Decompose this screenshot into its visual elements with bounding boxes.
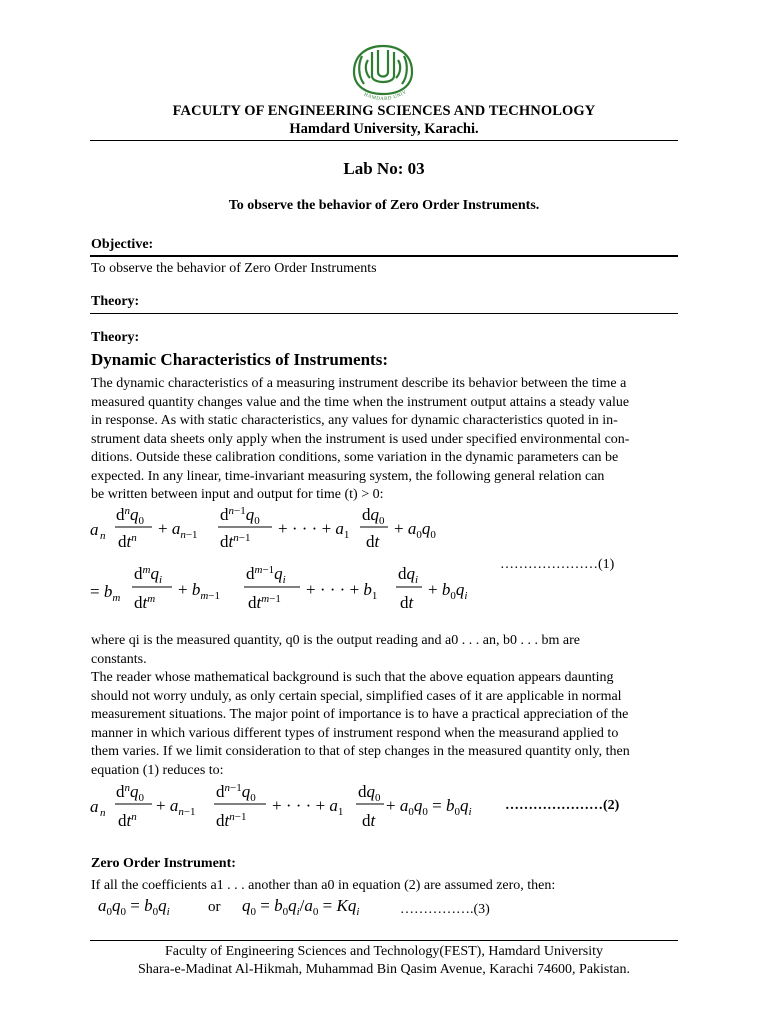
svg-text:dn−1q0: $d^n-1q_0$ — [220, 505, 260, 527]
logo-text: HAMDARD UNIV — [362, 90, 409, 103]
hamdard-university-logo-icon — [344, 42, 422, 106]
svg-text:dtm−1: $dt^m-1$ — [248, 593, 281, 612]
svg-text:n: n — [100, 807, 106, 819]
svg-text:dnq0: $d^nq_0$ — [116, 782, 144, 804]
svg-text:+ bm−1: + $b_m-1$ — [178, 580, 221, 602]
header-divider — [90, 140, 678, 141]
svg-text:dn−1q0: $d^n-1q_0$ — [216, 782, 256, 804]
svg-text:dt: dt — [400, 593, 414, 612]
equation-3-or: or — [208, 899, 221, 915]
lab-number: Lab No: 03 — [343, 159, 425, 178]
svg-text:+ a0q0: + $a_0q_0$ — [394, 519, 436, 541]
svg-text:= bm: = $b_m$ — [90, 582, 121, 604]
svg-text:dq0: $dq_0$ — [362, 505, 385, 527]
paragraph-line: The reader whose mathematical background is such that the above equation appears daunting — [91, 670, 614, 685]
objective-text: To observe the behavior of Zero Order Instruments — [91, 261, 377, 276]
equation-2-number: …………………(2) — [505, 798, 620, 813]
paragraph-line: them varies. If we limit consideration to that of step changes in the measured quantity only, then — [91, 744, 630, 759]
svg-text:dq0: $dq_0$ — [358, 782, 381, 804]
svg-text:dqi: $dq_i$ — [398, 564, 419, 586]
svg-text:dtm: $dt^m$ — [134, 593, 156, 612]
svg-text:dt: dt — [362, 811, 376, 830]
equation-1-graphic — [86, 503, 496, 618]
equation-2 — [86, 780, 506, 841]
lab-title: To observe the behavior of Zero Order Instruments. — [228, 198, 540, 213]
paragraph-line: measured quantity changes value and the time when the instrument output attains a steady value — [91, 394, 630, 410]
footer-line-1: Faculty of Engineering Sciences and Technology(FEST), Hamdard University — [164, 944, 604, 959]
zero-order-text: If all the coefficients a1 . . . another than a0 in equation (2) are assumed zero, then: — [91, 878, 556, 893]
svg-text:+ an−1: + $a_n-1$ — [156, 796, 196, 818]
svg-text:a: a — [90, 520, 99, 539]
equation-1 — [86, 503, 496, 623]
university-logo — [344, 42, 422, 106]
paragraph-line: strument data sheets only apply when the instrument is used under specified environmental con- — [91, 431, 630, 447]
paragraph-line: ditions. Outside these calibration conditions, some variation in the dynamic parameters can be — [91, 450, 619, 465]
paragraph-line: equation (1) reduces to: — [91, 762, 224, 778]
svg-text:+ an−1: + $a_n-1$ — [158, 519, 198, 541]
theory-divider — [90, 313, 678, 314]
paragraph-line: where qi is the measured quantity, q0 is the output reading and a0 . . . an, b0 . . . bm are — [91, 633, 580, 648]
svg-text:+ a0q0 = b0qi: + $a_0q_0 = b_0q_i$ — [386, 796, 472, 818]
paragraph-dynamic-characteristics — [91, 375, 671, 505]
objective-divider — [90, 255, 678, 257]
svg-text:dtn−1: $dt^n-1$ — [220, 532, 251, 551]
paragraph-equation-explanation — [91, 632, 671, 780]
section-heading: Dynamic Characteristics of Instruments: — [91, 350, 388, 369]
svg-text:+ · · · + a1: + · · · + $a_1$ — [272, 796, 344, 818]
equation-3-number: …………….(3) — [400, 902, 490, 917]
svg-text:n: n — [100, 530, 106, 542]
paragraph-line: should not worry unduly, as only certain special, simplified cases of it are applicable in normal — [91, 688, 622, 704]
svg-text:dm−1qi: $d^m-1q_i$ — [246, 564, 286, 586]
svg-text:a: a — [90, 797, 99, 816]
equation-2-graphic — [86, 780, 506, 836]
paragraph-line: The dynamic characteristics of a measuring instrument describe its behavior between the time a — [91, 376, 627, 391]
footer-divider — [90, 940, 678, 941]
svg-text:dt: dt — [366, 532, 380, 551]
footer-line-2: Shara-e-Madinat Al-Hikmah, Muhammad Bin Qasim Avenue, Karachi 74600, Pakistan. — [138, 962, 630, 977]
svg-text:dnq0: $d^nq_0$ — [116, 505, 144, 527]
equation-3-graphic — [96, 893, 406, 919]
paragraph-line: manner in which various different types of instrument respond when the measurand applied to — [91, 725, 619, 741]
objective-label: Objective: — [91, 237, 154, 252]
paragraph-line: be written between input and output for time (t) > 0: — [91, 487, 384, 502]
theory-label-2: Theory: — [91, 330, 140, 345]
paragraph-line: in response. As with static characteristics, any values for dynamic characteristics quoted in in- — [91, 413, 618, 428]
svg-text:dtn−1: $dt^n-1$ — [216, 811, 247, 830]
paragraph-line: constants. — [91, 651, 147, 667]
svg-text:+ · · · + b1: + · · · + $b_1$ — [306, 580, 378, 602]
svg-text:+ · · · + a1: + · · · + $a_1$ — [278, 519, 350, 541]
paragraph-line: measurement situations. The major point of importance is to have a practical appreciation of the — [91, 707, 629, 722]
svg-text:q0 = b0qi/a0 = Kqi: $q_0 = b_0q_i/a_0 = Kq_i$ — [242, 896, 360, 918]
theory-label: Theory: — [91, 294, 140, 309]
university-name: Hamdard University, Karachi. — [289, 121, 479, 137]
faculty-title: FACULTY OF ENGINEERING SCIENCES AND TECHNOLOGY — [172, 103, 596, 119]
paragraph-line: expected. In any linear, time-invariant measuring system, the following general relation can — [91, 468, 605, 484]
zero-order-heading: Zero Order Instrument: — [91, 856, 236, 871]
svg-text:a0q0 = b0qi: $a_0q_0 = b_0q_i$ — [98, 896, 170, 918]
svg-text:dmqi: $d^mq_i$ — [134, 564, 163, 586]
svg-text:dtn: $dt^n$ — [118, 532, 137, 551]
equation-3 — [96, 893, 406, 924]
footer — [0, 943, 768, 979]
svg-text:dtn: $dt^n$ — [118, 811, 137, 830]
svg-text:+ b0qi: + $b_0q_i$ — [428, 580, 468, 602]
equation-1-number: …………………(1) — [500, 557, 615, 572]
